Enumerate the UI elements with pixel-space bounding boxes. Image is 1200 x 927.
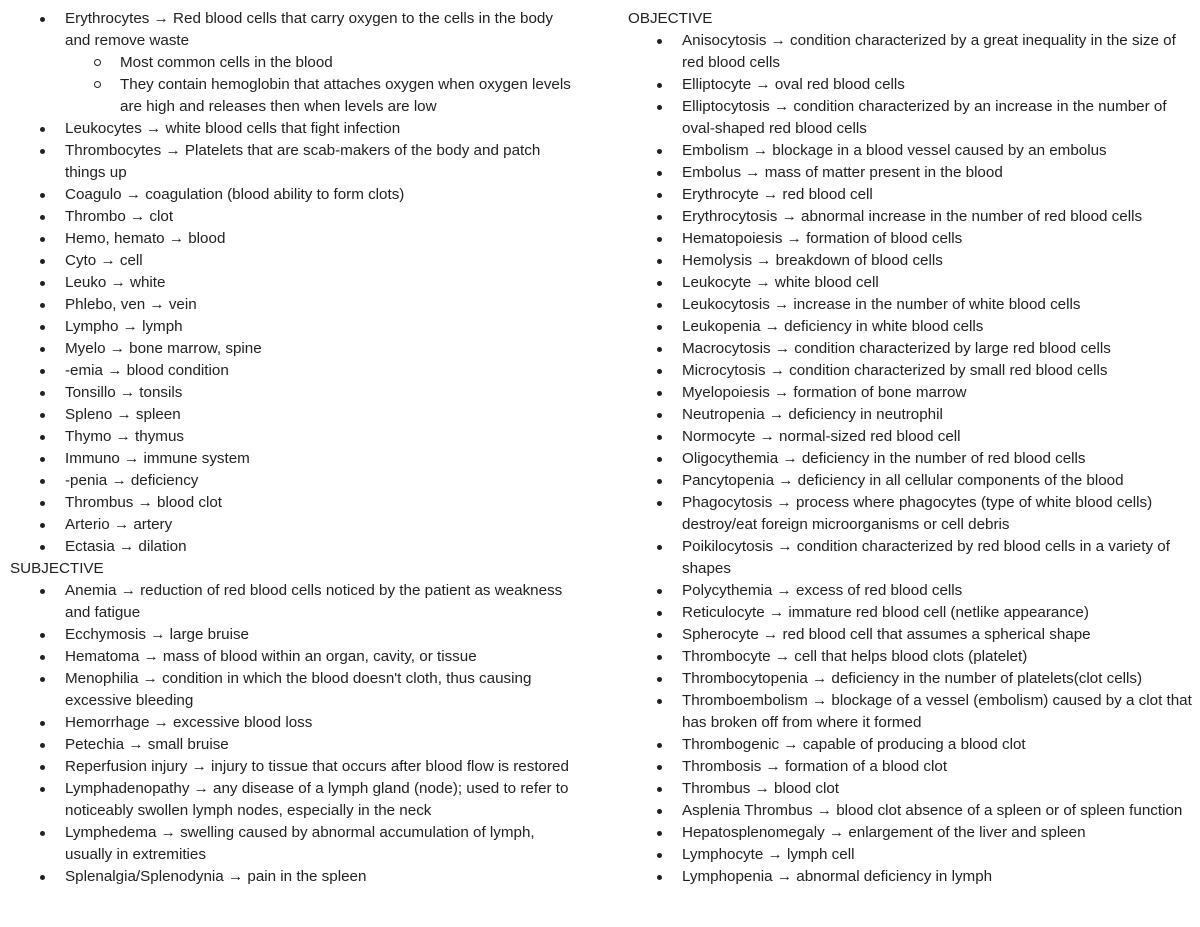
list-item-text: Pancytopenia → deficiency in all cellular components of the blood [682,472,1124,489]
list-item [10,206,580,228]
sub-list-item-text: Most common cells in the blood [120,54,333,71]
list-item-text: Thrombus → blood clot [65,494,223,511]
list-item [10,712,580,734]
list-item-text: Coagulo → coagulation (blood ability to form clots) [65,186,405,203]
list-item-text: Erythrocytes → Red blood cells that carry oxygen to the cells in the body and remove waste [65,10,553,49]
list-item-text: Thrombogenic → capable of producing a blood clot [682,736,1026,753]
list-item [10,382,580,404]
list-item [10,360,580,382]
list-item-text: Hematopoiesis → formation of blood cells [682,230,963,247]
list-item [10,624,580,646]
list-item-text: Thrombus → blood clot [682,780,840,797]
list-item [10,668,580,712]
list-item [10,646,580,668]
list-item [10,250,580,272]
list-item [10,118,580,140]
list-item-text: Elliptocyte → oval red blood cells [682,76,905,93]
list-item-text: Lymphopenia → abnormal deficiency in lymph [682,868,993,885]
intro-list [10,8,580,558]
list-item [627,646,1197,668]
list-item [627,580,1197,602]
sub-list-item [10,52,580,74]
list-item [627,470,1197,492]
list-item-text: Spleno → spleen [65,406,181,423]
list-item [10,580,580,624]
list-item-text: Leukopenia → deficiency in white blood cells [682,318,984,335]
list-item [10,756,580,778]
list-item-text: Erythrocytosis → abnormal increase in the number of red blood cells [682,208,1143,225]
list-item-text: Spherocyte → red blood cell that assumes a spherical shape [682,626,1091,643]
list-item [10,228,580,250]
list-item [627,536,1197,580]
list-item [627,778,1197,800]
list-item [627,184,1197,206]
list-item [627,272,1197,294]
list-item [627,140,1197,162]
list-item [627,162,1197,184]
list-item-text: Poikilocytosis → condition characterized by red blood cells in a variety of shapes [682,538,1170,577]
list-item [627,624,1197,646]
list-item-text: Macrocytosis → condition characterized by large red blood cells [682,340,1111,357]
list-item-text: Thromboembolism → blockage of a vessel (embolism) caused by a clot that has broken off from where it formed [682,692,1192,731]
list-item-text: Leukocytosis → increase in the number of white blood cells [682,296,1081,313]
list-item [10,404,580,426]
list-item-text: Myelopoiesis → formation of bone marrow [682,384,967,401]
list-item [627,844,1197,866]
list-item [627,492,1197,536]
list-item [10,448,580,470]
list-item-text: Normocyte → normal-sized red blood cell [682,428,961,445]
list-item-text: Thrombocyte → cell that helps blood clots (platelet) [682,648,1028,665]
list-item [627,316,1197,338]
list-item-text: Hematoma → mass of blood within an organ, cavity, or tissue [65,648,477,665]
subjective-list [10,580,580,888]
list-item-text: Thrombosis → formation of a blood clot [682,758,948,775]
list-item [10,866,580,888]
list-item [10,316,580,338]
list-item [627,756,1197,778]
list-item [627,206,1197,228]
list-item-text: Arterio → artery [65,516,173,533]
list-item [627,382,1197,404]
list-item-text: Petechia → small bruise [65,736,229,753]
list-item-text: Immuno → immune system [65,450,250,467]
list-item [627,448,1197,470]
list-item-text: Thrombocytes → Platelets that are scab-makers of the body and patch things up [65,142,541,181]
list-item-text: Cyto → cell [65,252,143,269]
list-item [627,426,1197,448]
list-item-text: Elliptocytosis → condition characterized by an increase in the number of oval-shaped red blood cells [682,98,1167,137]
list-item-text: Reperfusion injury → injury to tissue that occurs after blood flow is restored [65,758,569,775]
list-item-text: Menophilia → condition in which the blood doesn't cloth, thus causing excessive bleeding [65,670,532,709]
objective-heading: OBJECTIVE [628,10,713,27]
list-item-text: Lympho → lymph [65,318,183,335]
list-item-text: Anisocytosis → condition characterized by a great inequality in the size of red blood cells [682,32,1176,71]
list-item [627,360,1197,382]
sub-list-item-text: They contain hemoglobin that attaches oxygen when oxygen levels are high and releases then when levels are low [120,76,571,115]
list-item [10,426,580,448]
list-item-text: Hemolysis → breakdown of blood cells [682,252,943,269]
list-item-text: Microcytosis → condition characterized by small red blood cells [682,362,1108,379]
list-item [10,338,580,360]
list-item-text: Leuko → white [65,274,166,291]
list-item [10,734,580,756]
list-item-text: Lymphedema → swelling caused by abnormal accumulation of lymph, usually in extremities [65,824,535,863]
list-item [627,338,1197,360]
list-item [10,492,580,514]
list-item-text: Tonsillo → tonsils [65,384,183,401]
list-item [627,734,1197,756]
list-item-text: Hemorrhage → excessive blood loss [65,714,313,731]
list-item [627,602,1197,624]
list-item [627,96,1197,140]
list-item-text: Leukocytes → white blood cells that fight infection [65,120,401,137]
list-item [10,470,580,492]
list-item [10,778,580,822]
left-column [10,8,580,888]
list-item [10,140,580,184]
list-item [10,272,580,294]
list-item [627,866,1197,888]
list-item [10,822,580,866]
list-item-text: Thymo → thymus [65,428,184,445]
list-item [627,228,1197,250]
list-item-text: Anemia → reduction of red blood cells noticed by the patient as weakness and fatigue [65,582,563,621]
list-item-text: Oligocythemia → deficiency in the number of red blood cells [682,450,1086,467]
list-item-text: Asplenia Thrombus → blood clot absence of a spleen or of spleen function [682,802,1183,819]
list-item [10,184,580,206]
list-item-text: Lymphocyte → lymph cell [682,846,855,863]
list-item [627,294,1197,316]
list-item [627,30,1197,74]
list-item-text: Embolus → mass of matter present in the blood [682,164,1003,181]
list-item [10,294,580,316]
right-column [627,8,1197,888]
list-item-text: Leukocyte → white blood cell [682,274,879,291]
list-item [627,74,1197,96]
list-item-text: Neutropenia → deficiency in neutrophil [682,406,943,423]
sub-list-item [10,74,580,118]
list-item-text: Polycythemia → excess of red blood cells [682,582,963,599]
list-item-text: Ecchymosis → large bruise [65,626,250,643]
list-item [10,514,580,536]
list-item [627,404,1197,426]
list-item-text: Phlebo, ven → vein [65,296,197,313]
list-item-text: Hemo, hemato → blood [65,230,226,247]
list-item-text: Hepatosplenomegaly → enlargement of the liver and spleen [682,824,1086,841]
objective-list [627,30,1197,888]
subjective-heading: SUBJECTIVE [10,560,104,577]
list-item-text: Lymphadenopathy → any disease of a lymph gland (node); used to refer to noticeably swollen lymph nodes, especially in the neck [65,780,569,819]
list-item [627,690,1197,734]
list-item-text: Embolism → blockage in a blood vessel caused by an embolus [682,142,1107,159]
list-item-text: -emia → blood condition [65,362,229,379]
list-item-text: Phagocytosis → process where phagocytes (type of white blood cells) destroy/eat foreign microorganisms or cell debris [682,494,1153,533]
list-item-text: Reticulocyte → immature red blood cell (netlike appearance) [682,604,1089,621]
list-item [627,800,1197,822]
list-item-text: Thrombo → clot [65,208,174,225]
list-item-text: Thrombocytopenia → deficiency in the number of platelets(clot cells) [682,670,1143,687]
list-item-text: Myelo → bone marrow, spine [65,340,262,357]
list-item [10,8,580,52]
list-item-text: Erythrocyte → red blood cell [682,186,873,203]
list-item-text: Ectasia → dilation [65,538,187,555]
list-item-text: Splenalgia/Splenodynia → pain in the spleen [65,868,367,885]
list-item [627,822,1197,844]
list-item-text: -penia → deficiency [65,472,199,489]
list-item [627,668,1197,690]
list-item [627,250,1197,272]
list-item [10,536,580,558]
